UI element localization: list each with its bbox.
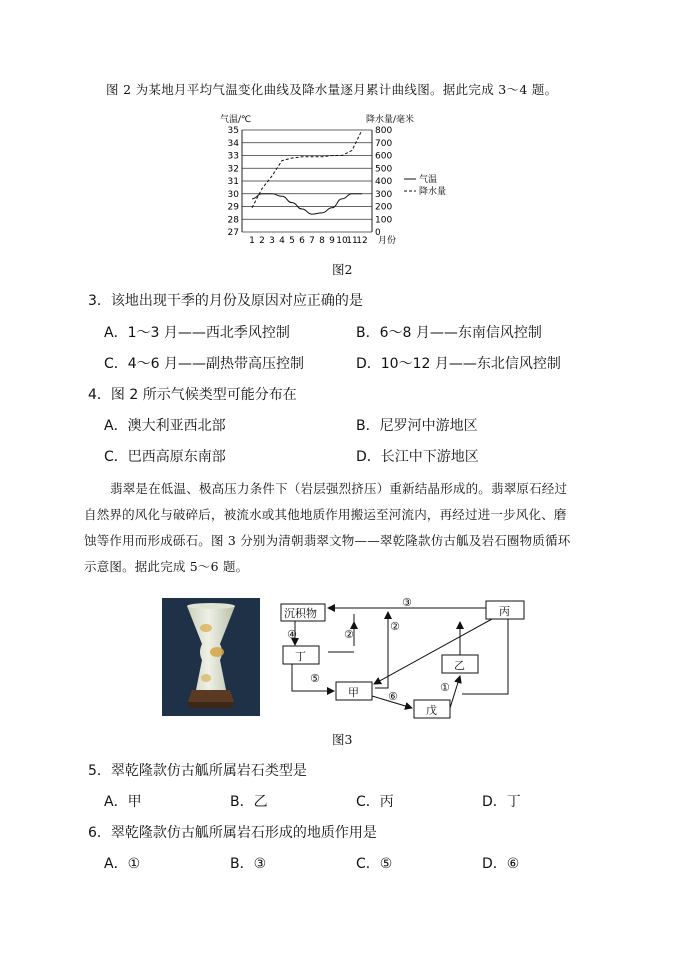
y-right-tick-label: 600: [375, 151, 393, 162]
arrow-label-1: ①: [440, 681, 450, 694]
y-left-tick-label: 28: [227, 215, 239, 226]
question-6-option-d[interactable]: D．⑥: [482, 856, 520, 872]
x-axis-title: 月份: [378, 236, 397, 246]
legend-label: 气温: [419, 175, 438, 185]
x-tick-label: 11: [346, 236, 358, 246]
question-4-stem: 4．图 2 所示气候类型可能分布在: [88, 387, 297, 403]
passage: [84, 476, 659, 580]
y-left-tick-label: 35: [227, 126, 239, 136]
legend-label: 降水量: [419, 187, 447, 197]
label-ding: 丁: [295, 650, 306, 663]
question-4-option-a[interactable]: A．澳大利亚西北部: [104, 418, 226, 434]
y-right-tick-label: 400: [375, 177, 393, 187]
x-tick-label: 9: [329, 236, 335, 246]
x-tick-label: 2: [259, 236, 265, 246]
arrow-label-6: ⑥: [388, 690, 398, 703]
arrow-label-2a: ②: [344, 628, 354, 641]
question-3-option-b[interactable]: B．6～8 月——东南信风控制: [356, 325, 542, 341]
x-tick-label: 12: [356, 236, 368, 246]
arrow-label-4: ④: [287, 628, 297, 641]
x-tick-label: 7: [309, 236, 315, 246]
climate-chart: [218, 112, 458, 252]
question-5-option-b[interactable]: B．乙: [230, 794, 268, 810]
jade-vase-photo: [162, 598, 260, 716]
y-left-tick-label: 32: [227, 164, 239, 175]
y-left-tick-label: 34: [227, 138, 239, 149]
question-4-option-c[interactable]: C．巴西高原东南部: [104, 449, 226, 465]
rock-cycle-diagram: [278, 596, 540, 722]
question-3-option-d[interactable]: D．10～12 月——东北信风控制: [356, 356, 561, 372]
question-5-option-d[interactable]: D．丁: [482, 794, 521, 810]
y-right-tick-label: 500: [375, 164, 393, 175]
y-right-tick-label: 700: [375, 138, 393, 149]
y-left-tick-label: 31: [227, 177, 239, 187]
question-4-option-d[interactable]: D．长江中下游地区: [356, 449, 479, 465]
question-6-option-a[interactable]: A．①: [104, 856, 141, 872]
y-left-tick-label: 30: [227, 189, 239, 200]
y-right-tick-label: 100: [375, 215, 393, 226]
series-line-temperature: [252, 194, 362, 214]
passage-line-2: 自然界的风化与破碎后，被流水或其他地质作用搬运至河流内，再经过进一步风化、磨: [84, 507, 567, 522]
y-axis-right-title: 降水量/毫米: [366, 115, 415, 125]
y-right-tick-label: 800: [375, 126, 393, 136]
figure3-caption: 图3: [332, 732, 353, 747]
y-left-tick-label: 29: [227, 202, 239, 213]
y-right-tick-label: 300: [375, 189, 393, 200]
label-sediment: 沉积物: [284, 607, 317, 620]
passage-line-3: 蚀等作用而形成砾石。图 3 分别为清朝翡翠文物——翠乾隆款仿古觚及岩石圈物质循环: [84, 533, 571, 548]
y-left-tick-label: 33: [227, 151, 239, 162]
passage-line-4: 示意图。据此完成 5～6 题。: [84, 559, 249, 574]
question-5-option-c[interactable]: C．丙: [356, 794, 394, 810]
y-right-tick-label: 0: [375, 228, 381, 238]
intro-text: 图 2 为某地月平均气温变化曲线及降水量逐月累计曲线图。据此完成 3～4 题。: [106, 82, 558, 97]
question-3-option-a[interactable]: A．1～3 月——西北季风控制: [104, 325, 290, 341]
label-bing: 丙: [499, 605, 510, 618]
x-tick-label: 5: [289, 236, 295, 246]
arrow-label-3: ③: [402, 596, 412, 609]
label-yi: 乙: [454, 659, 465, 672]
arrow-label-5: ⑤: [310, 672, 320, 685]
x-tick-label: 6: [299, 236, 305, 246]
figure2-caption: 图2: [332, 262, 353, 277]
label-jia: 甲: [348, 686, 359, 699]
question-5-option-a[interactable]: A．甲: [104, 794, 142, 810]
x-tick-label: 4: [279, 236, 285, 246]
question-4-option-b[interactable]: B．尼罗河中游地区: [356, 418, 478, 434]
question-3-option-c[interactable]: C．4～6 月——副热带高压控制: [104, 356, 305, 372]
y-axis-left-title: 气温/℃: [220, 115, 252, 125]
y-right-tick-label: 200: [375, 202, 393, 213]
question-6-stem: 6．翠乾隆款仿古觚所属岩石形成的地质作用是: [88, 825, 377, 841]
y-left-tick-label: 27: [227, 228, 239, 238]
question-3-stem: 3．该地出现干季的月份及原因对应正确的是: [88, 293, 363, 309]
series-line-precipitation: [252, 130, 362, 208]
question-5-stem: 5．翠乾隆款仿古觚所属岩石类型是: [88, 763, 307, 779]
passage-line-1: 翡翠是在低温、极高压力条件下（岩层强烈挤压）重新结晶形成的。翡翠原石经过: [110, 481, 568, 496]
question-6-option-b[interactable]: B．③: [230, 856, 267, 872]
question-6-option-c[interactable]: C．⑤: [356, 856, 393, 872]
x-tick-label: 10: [336, 236, 348, 246]
x-tick-label: 1: [249, 236, 255, 246]
x-tick-label: 8: [319, 236, 325, 246]
x-tick-label: 3: [269, 236, 275, 246]
arrow-label-2b: ②: [390, 620, 400, 633]
label-wu: 戊: [426, 704, 437, 717]
